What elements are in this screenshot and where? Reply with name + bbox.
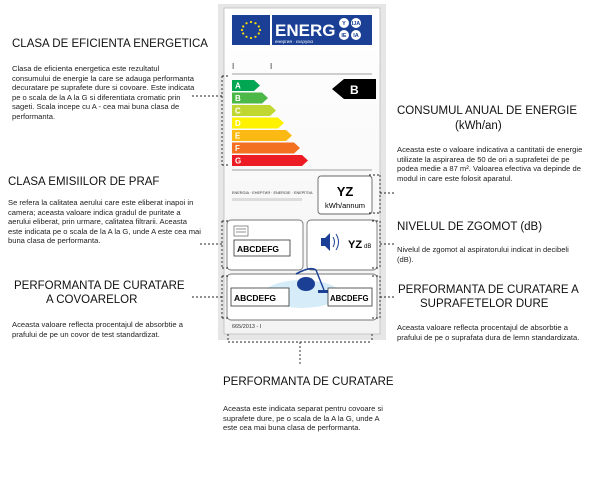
cleaning-description: Aceasta este indicata separat pentru covoare si suprafete dure, pe o scala de la A la G, unde A este cea mai buna clasa de performanta. [223,404,383,433]
regulation-number: 665/2013 - I [232,324,262,330]
carpet-title-line2: A COVOARELOR [46,294,138,306]
consumption-description: Aceasta este o valoare indicativa a cantitatii de energie utilizate la aspirarea de 50 de ori a suprafetei de pe podea medie a 87 m². Valoarea efectiva va depinde de modul in care este folosit aparatul. [397,145,583,183]
lang-code: IJA [351,21,361,27]
dust-title: CLASA EMISIILOR DE PRAF [8,176,160,188]
dust-scale: ABCDEFG [237,244,280,254]
consumption-title: CONSUMUL ANUAL DE ENERGIE [397,105,577,117]
carpet-description: Aceasta valoare reflecta procentajul de absorbtie a prafului de pe un covor de test standardizat. [12,320,183,339]
carpet-title: PERFORMANTA DE CURATARE [14,280,185,292]
energy-class-letter: C [235,106,241,116]
lang-code: IA [353,33,359,39]
energy-class-letter: D [235,119,241,128]
energy-class-letter: G [235,156,242,166]
roman-ii: I [270,62,273,71]
efficiency-title: CLASA DE EFICIENTA ENERGETICA [12,38,208,50]
hard-floor-scale: ABCDEFG [330,294,369,303]
hard-floor-description: Aceasta valoare reflecta procentajul de absorbtie a prafului de pe o suprafata dura de lemn standardizata. [397,323,580,342]
consumption-title-unit: (kWh/an) [455,120,502,132]
energy-class-letter: F [235,144,240,153]
dust-description: Se refera la calitatea aerului care este eliberat inapoi in camera; aceasta valoare indica gradul de puritate a aerului eliberat, prin urmare, calitatea filtrarii. Aceasta este indicata pe o scala de la A la G, unde A este cea mai buna clasa de performanta. [8,198,201,246]
energy-class-letter: B [235,94,241,103]
noise-value: YZ [348,239,363,251]
cleaning-title: PERFORMANTA DE CURATARE [223,376,394,388]
hard-floor-title-line2: SUPRAFETELOR DURE [420,298,549,310]
current-class-letter: B [350,83,359,97]
energy-class-letter: A [235,81,241,91]
label-brand: ENERG [275,21,336,40]
energy-class-letter: E [235,131,241,141]
noise-unit: dB [364,244,372,250]
energy-value: YZ [336,184,354,199]
noise-title: NIVELUL DE ZGOMOT (dB) [397,221,543,233]
carpet-scale: ABCDEFG [234,293,277,303]
energy-small-text: ENERGIA · ЕНЕРГИЯ · ENERGIE · ΕΝΕΡΓΕΙΑ [232,191,313,195]
noise-description: Nivelul de zgomot al aspiratorului indicat in decibeli (dB). [397,245,569,264]
roman-i: I [232,62,235,71]
lang-code: IE [341,33,347,39]
efficiency-description: Clasa de eficienta energetica este rezultatul consumului de energie la care se adauga performanta decuratare pe suprafete dure si covoare. Este indicata pe o scala de la A la G si diferentiata cromatic prin sageti. Scala incepe cu A - cea mai buna clasa de performanta. [12,64,195,121]
label-subtitle: енергия · ενεργεια [275,39,314,44]
hard-floor-title: PERFORMANTA DE CURATARE A [398,284,579,296]
lang-code: Y [342,21,346,27]
energy-unit: kWh/annum [324,201,366,210]
